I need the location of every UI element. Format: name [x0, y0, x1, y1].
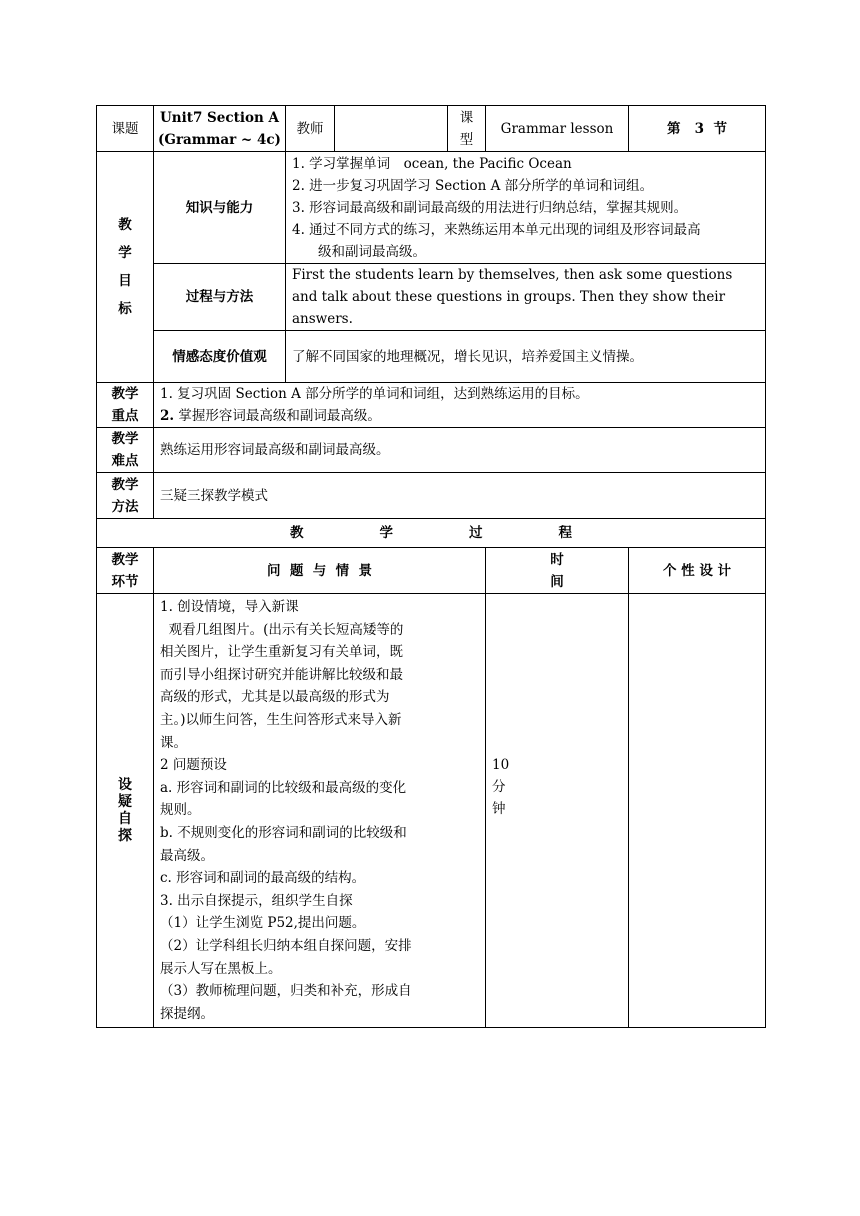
stage-header-2: 环节	[111, 573, 139, 590]
content-line: 主。)以师生问答，生生问答形式来导入新	[160, 711, 402, 728]
process-title-char: 过	[469, 525, 483, 541]
difficulties-row	[97, 428, 766, 473]
knowledge-item: 4. 通过不同方式的练习，来熟练运用本单元出现的词组及形容词最高	[292, 221, 701, 238]
section1-label	[97, 594, 154, 1028]
objectives-char: 学	[118, 245, 132, 261]
course-title-line2: (Grammar ~ 4c)	[158, 131, 281, 148]
content-line: 探提纲。	[160, 1005, 214, 1022]
design-header: 个 性 设 计	[629, 548, 766, 594]
period-suffix: 节	[713, 120, 727, 137]
objective-knowledge-row	[97, 152, 766, 264]
section1-label-char: 探	[118, 827, 132, 844]
process-title	[97, 519, 766, 548]
key-points-content	[154, 383, 766, 428]
section1-time-1: 10	[492, 757, 510, 773]
content-line: 高级的形式，尤其是以最高级的形式为	[160, 689, 390, 706]
process-title-char: 学	[379, 525, 393, 541]
teacher-value	[335, 106, 448, 152]
section1-time-3: 钟	[492, 801, 506, 817]
knowledge-item: 3. 形容词最高级和副词最高级的用法进行归纳总结，掌握其规则。	[292, 199, 688, 216]
lesson-type-label	[448, 106, 486, 152]
method-label-2: 方法	[111, 498, 139, 515]
key-points-label	[97, 383, 154, 428]
section1-label-char: 自	[118, 810, 132, 827]
key-points-label-1: 教学	[111, 386, 139, 402]
period-value: 3	[694, 120, 705, 137]
section1-label-char: 设	[118, 776, 132, 793]
section1-time-2: 分	[492, 779, 506, 795]
objectives-char: 目	[118, 273, 132, 289]
content-line: 相关图片，让学生重新复习有关单词，既	[160, 644, 403, 661]
period-prefix: 第	[667, 120, 681, 137]
objectives-label	[97, 152, 154, 383]
lesson-plan-sheet	[96, 105, 765, 1028]
method-row	[97, 473, 766, 519]
knowledge-item: 级和副词最高级。	[318, 243, 426, 260]
content-line: 观看几组图片。(出示有关长短高矮等的	[160, 621, 404, 638]
process-title-char: 程	[558, 525, 572, 541]
emotion-label: 情感态度价值观	[154, 331, 286, 383]
content-line: （2）让学科组长归纳本组自探问题，安排	[160, 937, 412, 954]
content-line: 而引导小组探讨研究并能讲解比较级和最	[160, 666, 403, 683]
section1-time	[486, 594, 629, 1028]
content-line: 1. 创设情境，导入新课	[160, 599, 299, 615]
key-points-row	[97, 383, 766, 428]
content-line: （1）让学生浏览 P52,提出问题。	[160, 915, 366, 932]
objective-emotion-row	[97, 331, 766, 383]
content-line: 规则。	[160, 802, 201, 819]
section1-row	[97, 594, 766, 1028]
course-label: 课题	[97, 106, 154, 152]
course-title	[154, 106, 286, 152]
content-line: c. 形容词和副词的最高级的结构。	[160, 870, 366, 887]
content-line: 2 问题预设	[160, 757, 227, 774]
process-title-row	[97, 519, 766, 548]
difficulties-label	[97, 428, 154, 473]
key-points-label-2: 重点	[111, 408, 139, 424]
section1-label-char: 疑	[118, 793, 132, 810]
process-title-char: 教	[290, 525, 304, 541]
objective-process-row	[97, 264, 766, 331]
content-line: a. 形容词和副词的比较级和最高级的变化	[160, 779, 407, 796]
knowledge-item: 1. 学习掌握单词 ocean, the Pacific Ocean	[292, 155, 572, 172]
process-label: 过程与方法	[154, 264, 286, 331]
course-title-line1: Unit7 Section A	[160, 109, 279, 126]
objectives-char: 教	[118, 217, 132, 233]
method-content: 三疑三探教学模式	[154, 473, 766, 519]
objectives-char: 标	[118, 301, 132, 317]
lesson-type-value: Grammar lesson	[486, 106, 629, 152]
stage-header	[97, 548, 154, 594]
difficulties-label-1: 教学	[111, 431, 139, 447]
header-row	[97, 106, 766, 152]
knowledge-content	[286, 152, 766, 264]
key-point-number: 2.	[160, 408, 175, 424]
emotion-content: 了解不同国家的地理概况，增长见识，培养爱国主义情操。	[286, 331, 766, 383]
lesson-plan-table	[96, 105, 766, 1028]
time-header-1: 时	[550, 551, 564, 568]
content-line: 3. 出示自探提示，组织学生自探	[160, 892, 353, 909]
lesson-type-label-2: 型	[459, 131, 474, 148]
time-header-2: 间	[550, 573, 564, 590]
content-line: （3）教师梳理问题，归类和补充，形成自	[160, 983, 412, 1000]
time-header	[486, 548, 629, 594]
section1-design	[629, 594, 766, 1028]
difficulties-label-2: 难点	[111, 453, 139, 469]
content-line: 最高级。	[160, 847, 214, 864]
questions-header: 问 题 与 情 景	[154, 548, 486, 594]
key-point-item: 1. 复习巩固 Section A 部分所学的单词和词组，达到熟练运用的目标。	[160, 386, 589, 402]
method-label-1: 教学	[111, 476, 139, 493]
key-point-text: 掌握形容词最高级和副词最高级。	[174, 408, 381, 424]
key-point-item	[160, 405, 761, 427]
knowledge-label: 知识与能力	[154, 152, 286, 264]
lesson-type-label-1: 课	[459, 109, 474, 126]
section1-content	[154, 594, 486, 1028]
process-content: First the students learn by themselves, then ask some questions and talk about these questions in groups. Then they show their answers.	[286, 264, 766, 331]
period-number	[629, 106, 766, 152]
stage-header-1: 教学	[111, 551, 139, 568]
column-header-row	[97, 548, 766, 594]
difficulties-content: 熟练运用形容词最高级和副词最高级。	[154, 428, 766, 473]
method-label	[97, 473, 154, 519]
teacher-label: 教师	[286, 106, 335, 152]
content-line: 课。	[160, 734, 187, 751]
content-line: b. 不规则变化的形容词和副词的比较级和	[160, 824, 407, 841]
knowledge-item: 2. 进一步复习巩固学习 Section A 部分所学的单词和词组。	[292, 177, 654, 194]
content-line: 展示人写在黑板上。	[160, 960, 282, 977]
